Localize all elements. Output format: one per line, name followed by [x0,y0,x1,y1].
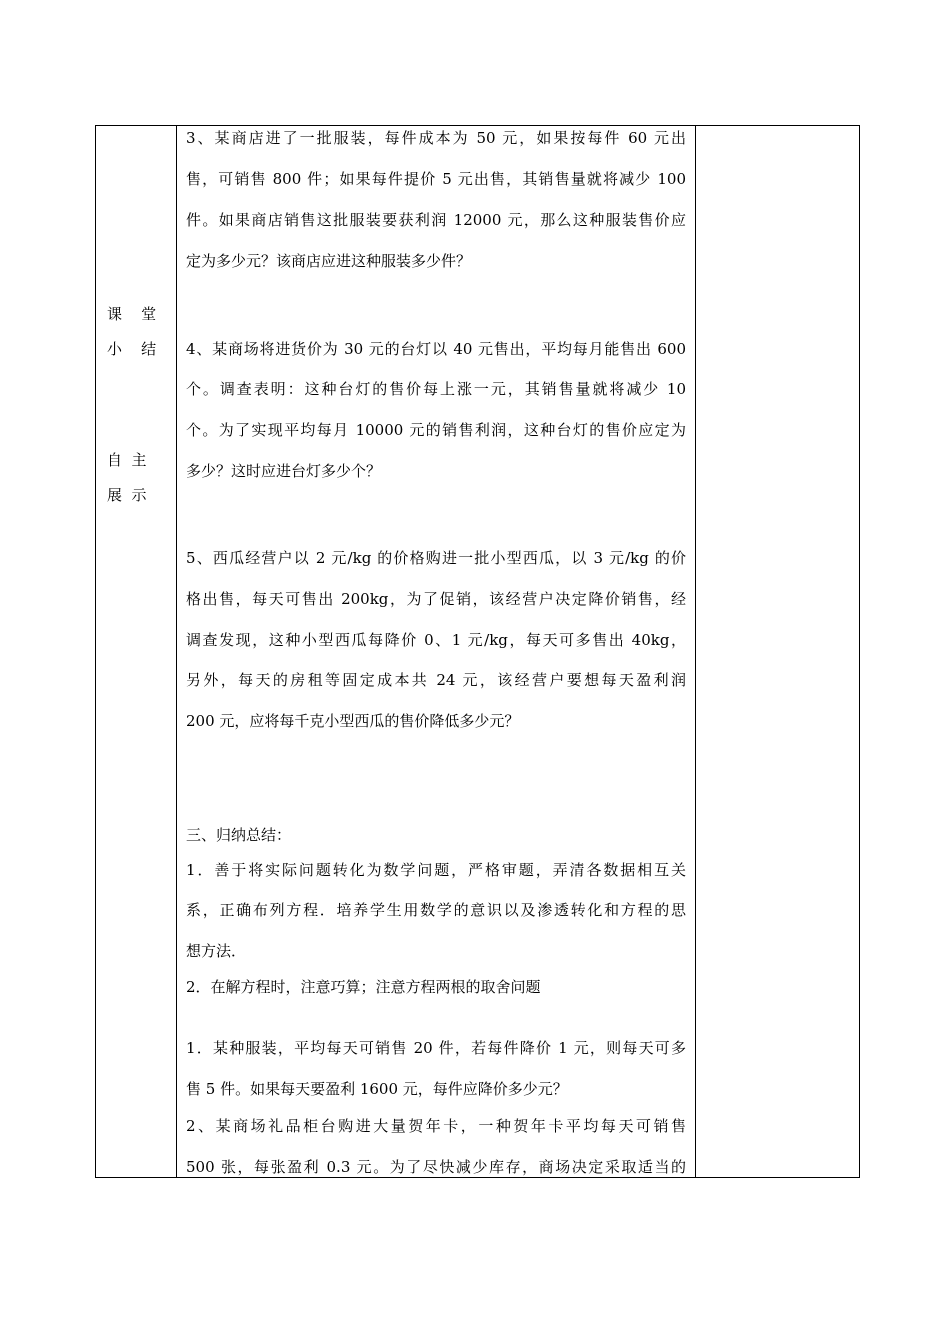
side-label-class-summary-2: 小 结 [107,340,157,358]
side-label-class-summary-1: 课 堂 [107,305,157,323]
problem3-line: 3、某商店进了一批服装，每件成本为 50 元，如果按每件 60 元出 [186,129,686,147]
column-divider-left [176,126,177,1177]
exercise-line: 售 5 件。如果每天要盈利 1600 元，每件应降价多少元？ [186,1080,568,1098]
summary-line: 2．在解方程时，注意巧算；注意方程两根的取舍问题 [186,978,541,996]
problem5-line: 调查发现，这种小型西瓜每降价 0、1 元/kg，每天可多售出 40kg， [186,631,686,649]
problem3-line: 定为多少元？该商店应进这种服装多少件？ [186,252,472,270]
problem5-line: 格出售，每天可售出 200kg，为了促销，该经营户决定降价销售，经 [186,590,686,608]
lesson-table [95,125,860,1178]
summary-heading: 三、归纳总结： [186,826,292,844]
exercise-line: 1．某种服装，平均每天可销售 20 件，若每件降价 1 元，则每天可多 [186,1039,686,1057]
side-label-self-show-2: 展 示 [107,486,147,504]
column-divider-right [695,126,696,1177]
problem4-line: 4、某商场将进货价为 30 元的台灯以 40 元售出，平均每月能售出 600 [186,340,686,358]
exercise-line: 500 张，每张盈利 0.3 元。为了尽快减少库存，商场决定采取适当的 [186,1158,686,1176]
problem4-line: 多少？这时应进台灯多少个？ [186,462,382,480]
problem3-line: 件。如果商店销售这批服装要获利润 12000 元，那么这种服装售价应 [186,211,686,229]
problem3-line: 售，可销售 800 件；如果每件提价 5 元出售，其销售量就将减少 100 [186,170,686,188]
summary-line: 想方法． [186,942,247,960]
problem5-line: 5、西瓜经营户以 2 元/kg 的价格购进一批小型西瓜，以 3 元/kg 的价 [186,549,686,567]
problem4-line: 个。调查表明：这种台灯的售价每上涨一元，其销售量就将减少 10 [186,380,686,398]
exercise-line: 2、某商场礼品柜台购进大量贺年卡，一种贺年卡平均每天可销售 [186,1117,686,1135]
problem5-line: 另外，每天的房租等固定成本共 24 元，该经营户要想每天盈利润 [186,671,686,689]
side-label-self-show-1: 自 主 [107,451,147,469]
summary-line: 1．善于将实际问题转化为数学问题，严格审题，弄清各数据相互关 [186,861,686,879]
problem4-line: 个。为了实现平均每月 10000 元的销售利润，这种台灯的售价应定为 [186,421,686,439]
summary-line: 系，正确布列方程．培养学生用数学的意识以及渗透转化和方程的思 [186,901,686,919]
problem5-line: 200 元，应将每千克小型西瓜的售价降低多少元？ [186,712,520,730]
